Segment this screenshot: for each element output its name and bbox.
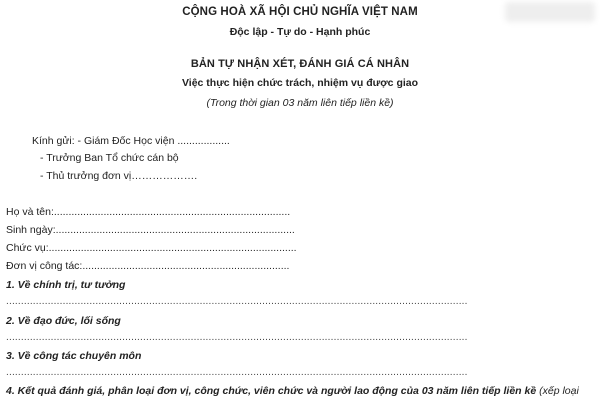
section-4-heading-bold: 4. Kết quả đánh giá, phân loại đơn vị, công chức, viên chức và người lao động của 03 năm liên tiếp liền kề [6,385,537,397]
national-motto: Độc lập - Tự do - Hạnh phúc [229,26,371,38]
field-date-of-birth: Sinh ngày:.................................................................................. [6,224,295,236]
field-position: Chức vụ:..................................................................................... [6,242,297,254]
document-title: BẢN TỰ NHẬN XÉT, ĐÁNH GIÁ CÁ NHÂN [190,58,410,70]
section-3-heading: 3. Về công tác chuyên môn [6,350,142,362]
field-work-unit: Đơn vị công tác:....................................................................... [6,260,290,272]
section-2-heading: 2. Về đạo đức, lối sống [6,315,121,327]
section-4-heading [6,385,579,397]
section-1-heading: 1. Về chính trị, tư tưởng [6,279,126,291]
section-3-dotted-line: ........................................................................................................................................................... [6,367,468,378]
section-4-heading-tail: (xếp loại [536,385,579,397]
recipient-line-2: - Trưởng Ban Tổ chức cán bộ [40,152,179,164]
national-header: CỘNG HOÀ XÃ HỘI CHỦ NGHĨA VIỆT NAM [182,6,418,18]
document-subtitle: Việc thực hiện chức trách, nhiệm vụ được giao [181,77,419,89]
section-2-dotted-line: ........................................................................................................................................................... [6,332,468,343]
field-full-name: Họ và tên:................................................................................. [6,206,291,218]
recipient-line-1: Kính gửi: - Giám Đốc Học viện .................. [32,135,230,147]
document-period-note: (Trong thời gian 03 năm liên tiếp liền kề) [206,97,394,109]
recipient-line-3: - Thủ trưởng đơn vị………………. [40,170,198,182]
section-1-dotted-line: ........................................................................................................................................................... [6,296,468,307]
